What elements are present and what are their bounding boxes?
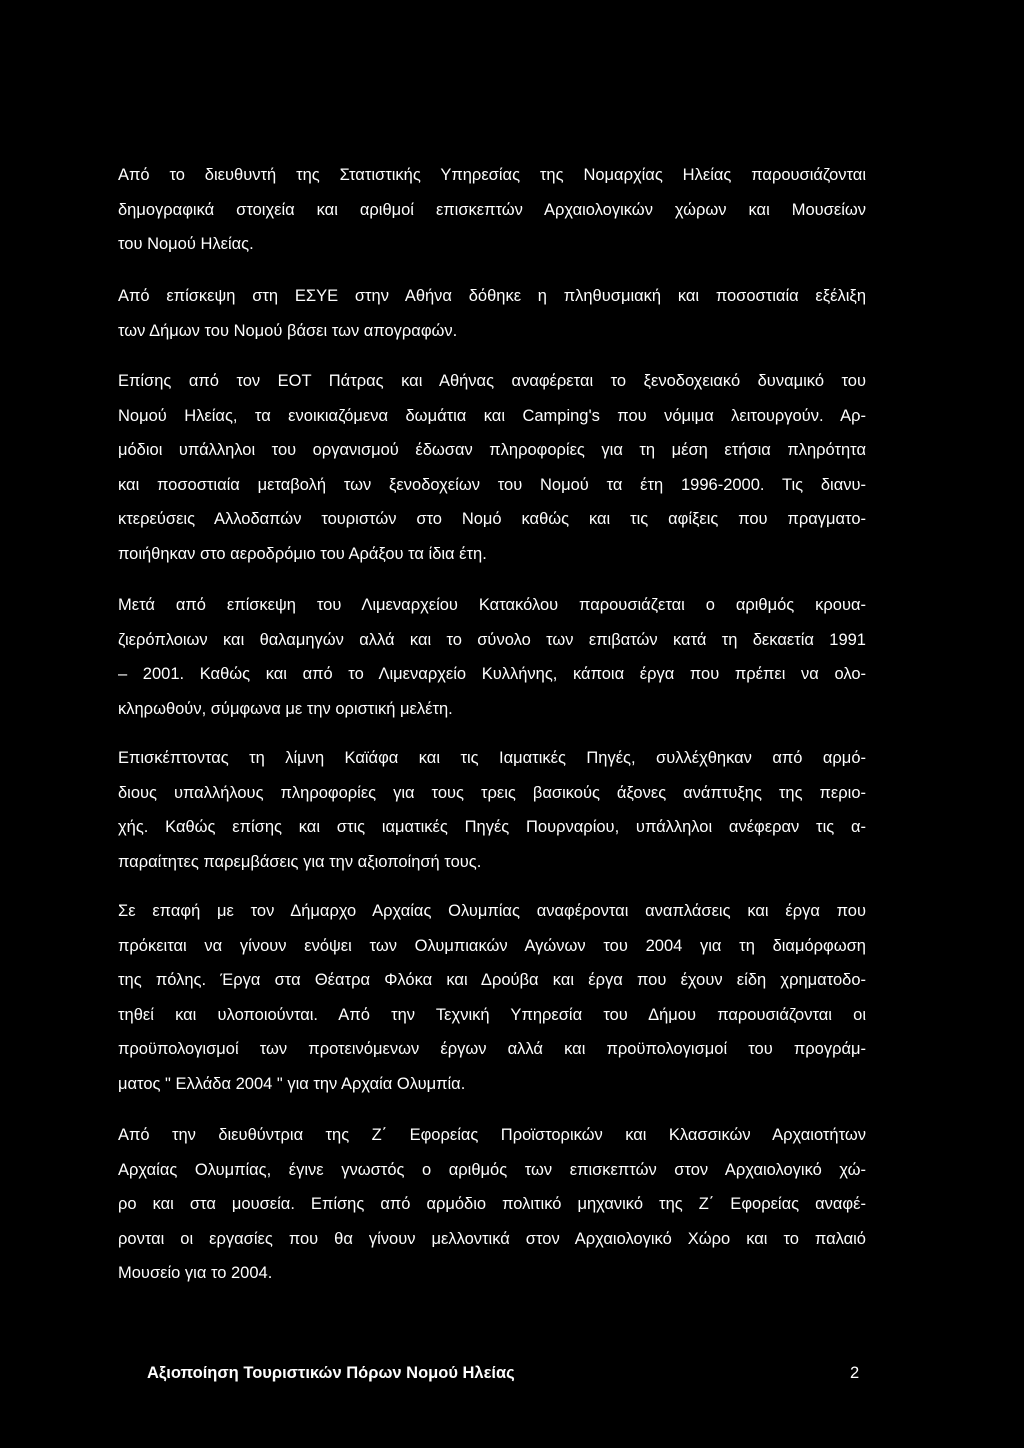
text-line: κτερεύσεις Αλλοδαπών τουριστών στο Νομό καθώς και τις αφίξεις που πραγματο-	[118, 510, 866, 528]
text-line: και ποσοστιαία μεταβολή των ξενοδοχείων του Νομού τα έτη 1996-2000. Τις διανυ-	[118, 475, 866, 494]
text-line: της πόλης. Έργα στα Θέατρα Φλόκα και Δρούβα και έργα που έχουν είδη χρηματοδο-	[118, 971, 866, 989]
text-line: Νομού Ηλείας, τα ενοικιαζόμενα δωμάτια και Camping's που νόμιμα λειτουργούν. Αρ-	[118, 406, 866, 425]
text-line: Από επίσκεψη στη ΕΣΥΕ στην Αθήνα δόθηκε η πληθυσμιακή και ποσοστιαία εξέλιξη	[118, 287, 866, 305]
paragraph-port-katakolo	[118, 588, 866, 726]
text-line: ζιερόπλοιων και θαλαμηγών αλλά και το σύνολο των επιβατών κατά τη δεκαετία 1991	[118, 630, 866, 649]
text-line: διους υπαλλήλους πληροφορίες για τους τρεις βασικούς άξονες ανάπτυξης της περιο-	[118, 783, 866, 802]
text-line: Αρχαίας Ολυμπίας, έγινε γνωστός ο αριθμός των επισκεπτών στον Αρχαιολογικό χώ-	[118, 1160, 866, 1179]
paragraph-esye-visit	[118, 279, 866, 348]
paragraph-kaiafa-springs	[118, 741, 866, 879]
text-line: του Νομού Ηλείας.	[118, 235, 254, 253]
footer-document-title: Αξιοποίηση Τουριστικών Πόρων Νομού Ηλείας	[147, 1364, 515, 1382]
text-line: Σε επαφή με τον Δήμαρχο Αρχαίας Ολυμπίας αναφέρονται αναπλάσεις και έργα που	[118, 902, 866, 920]
text-line: Από την διευθύντρια της Ζ΄ Εφορείας Προϊστορικών και Κλασσικών Αρχαιοτήτων	[118, 1126, 866, 1144]
text-line: των Δήμων του Νομού βάσει των απογραφών.	[118, 321, 458, 340]
text-line: χής. Καθώς επίσης και στις ιαματικές Πηγές Πουρναρίου, υπάλληλοι ανέφεραν τις α-	[118, 818, 866, 836]
text-line: – 2001. Καθώς και από το Λιμεναρχείο Κυλλήνης, κάποια έργα που πρέπει να ολο-	[118, 665, 866, 683]
text-line: Επισκέπτοντας τη λίμνη Καϊάφα και τις Ιαματικές Πηγές, συλλέχθηκαν από αρμό-	[118, 749, 866, 767]
text-line: ματος " Ελλάδα 2004 " για την Αρχαία Ολυμπία.	[118, 1074, 466, 1093]
text-line: ρο και στα μουσεία. Επίσης από αρμόδιο πολιτικό μηχανικό της Ζ΄ Εφορείας αναφέ-	[118, 1195, 866, 1213]
text-line: πρόκειται να γίνουν ενόψει των Ολυμπιακών Αγώνων του 2004 για τη διαμόρφωση	[118, 936, 866, 955]
text-line: ποιήθηκαν στο αεροδρόμιο του Αράξου τα ίδια έτη.	[118, 544, 487, 563]
paragraph-statistics-service	[118, 158, 866, 262]
footer-page-number: 2	[850, 1364, 860, 1382]
text-line: Επίσης από τον ΕΟΤ Πάτρας και Αθήνας αναφέρεται το ξενοδοχειακό δυναμικό του	[118, 372, 866, 390]
paragraph-ancient-olympia-mayor	[118, 894, 866, 1101]
paragraph-eot-hotels	[118, 364, 866, 571]
text-line: δημογραφικά στοιχεία και αριθμοί επισκεπτών Αρχαιολογικών χώρων και Μουσείων	[118, 200, 866, 219]
text-line: Μουσείο για το 2004.	[118, 1264, 273, 1282]
text-line: τηθεί και υλοποιούνται. Από την Τεχνική Υπηρεσία του Δήμου παρουσιάζονται οι	[118, 1005, 866, 1024]
text-line: Μετά από επίσκεψη του Λιμεναρχείου Κατακόλου παρουσιάζεται ο αριθμός κρουα-	[118, 596, 866, 614]
text-line: Από το διευθυντή της Στατιστικής Υπηρεσίας της Νομαρχίας Ηλείας παρουσιάζονται	[118, 166, 866, 184]
text-line: προϋπολογισμοί των προτεινόμενων έργων αλλά και προϋπολογισμοί του προγράμ-	[118, 1040, 866, 1058]
text-line: κληρωθούν, σύμφωνα με την οριστική μελέτη.	[118, 699, 453, 718]
text-line: μόδιοι υπάλληλοι του οργανισμού έδωσαν πληροφορίες για τη μέση ετήσια πληρότητα	[118, 441, 866, 459]
text-line: παραίτητες παρεμβάσεις για την αξιοποίησή τους.	[118, 852, 482, 871]
paragraph-ephorate-antiquities	[118, 1118, 866, 1291]
text-line: ρονται οι εργασίες που θα γίνουν μελλοντικά στον Αρχαιολογικό Χώρο και το παλαιό	[118, 1229, 866, 1248]
